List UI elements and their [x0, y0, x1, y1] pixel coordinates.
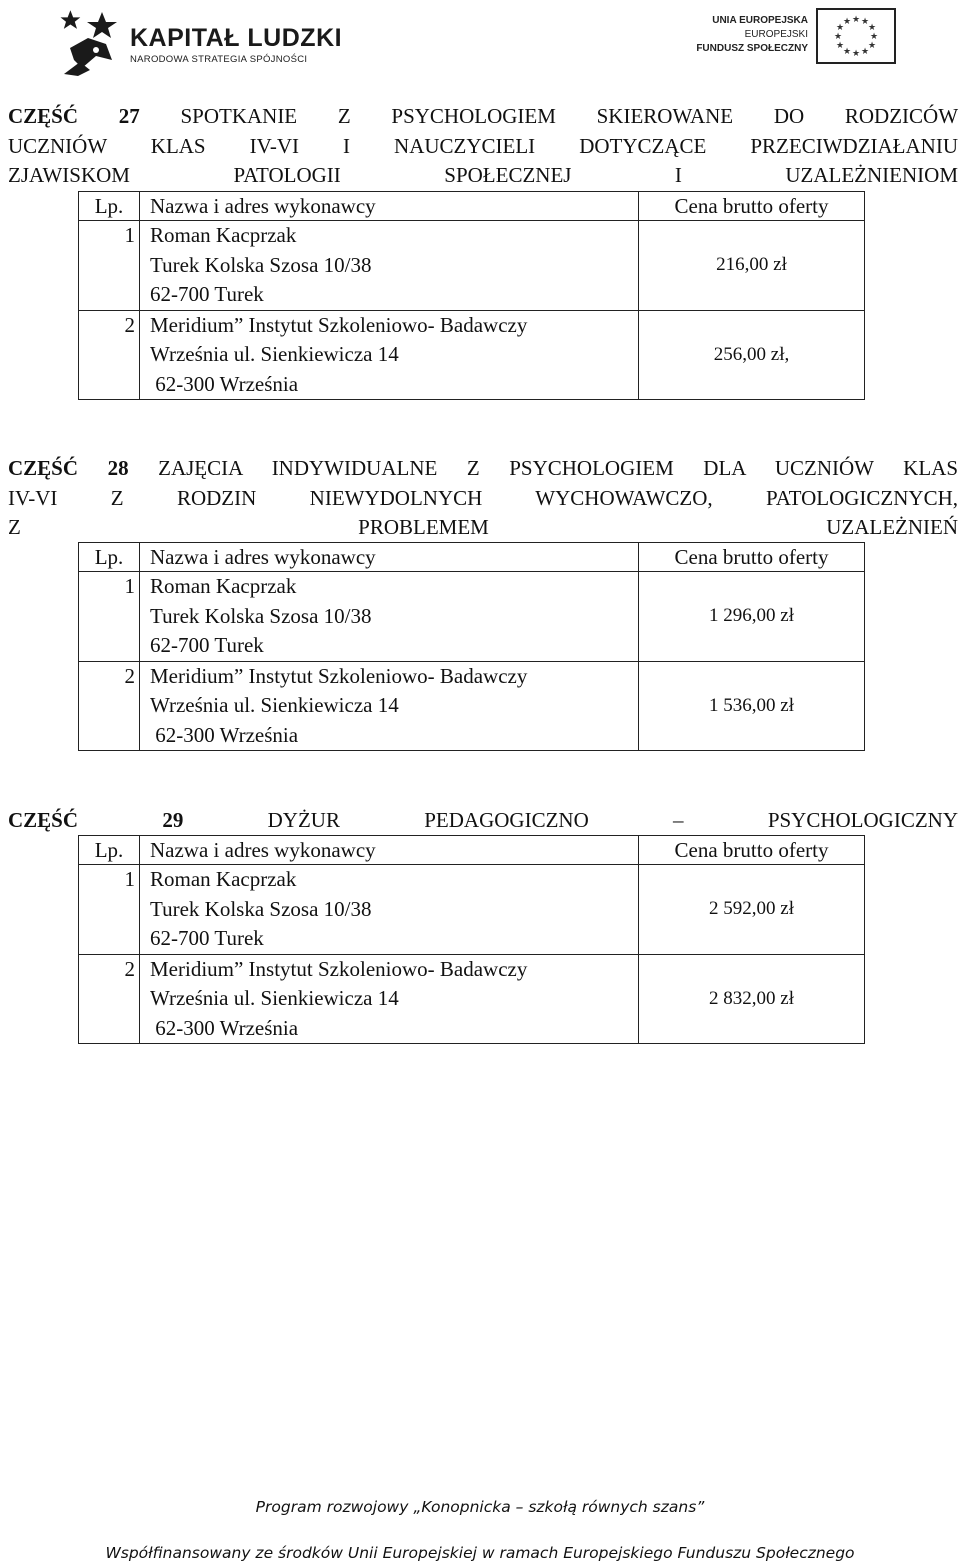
city-line: 62-300 Września: [150, 371, 299, 396]
offers-table-28: [78, 542, 865, 751]
title-line: ZJAWISKOM PATOLOGII SPOŁECZNEJ I UZALEŻNIENIOM: [8, 163, 958, 187]
title-line: ZAJĘCIA INDYWIDUALNE Z PSYCHOLOGIEM DLA UCZNIÓW KLAS: [158, 456, 958, 480]
part-label: CZĘŚĆ 29: [8, 808, 184, 832]
offers-table-27: [78, 191, 865, 400]
table-header-row: [79, 192, 865, 221]
section-heading: [8, 102, 958, 191]
section-heading: [8, 806, 958, 836]
col-name: Nazwa i adres wykonawcy: [140, 836, 639, 865]
table-header-row: [79, 543, 865, 572]
footer-funding: Współfinansowany ze środków Unii Europejskiej w ramach Europejskiego Funduszu Społecznego: [105, 1544, 855, 1562]
price-cell: 1 536,00 zł: [639, 661, 865, 751]
svg-text:★: ★: [842, 47, 852, 57]
name-line: Roman Kacprzak: [150, 574, 297, 598]
table-row: [79, 572, 865, 662]
name-cell: [140, 310, 639, 400]
address-line: Września ul. Sienkiewicza 14: [150, 342, 399, 366]
eu-line-1: UNIA EUROPEJSKA: [712, 15, 808, 26]
address-line: Turek Kolska Szosa 10/38: [150, 896, 372, 921]
lp-cell: 2: [79, 954, 140, 1044]
name-line: Roman Kacprzak: [150, 867, 297, 891]
svg-text:★: ★: [833, 32, 843, 42]
lp-cell: 1: [79, 221, 140, 311]
lp-cell: 2: [79, 661, 140, 751]
svg-text:★: ★: [842, 17, 852, 27]
col-price: Cena brutto oferty: [639, 836, 865, 865]
city-line: 62-700 Turek: [150, 282, 264, 306]
eu-line-2: EUROPEJSKI: [744, 29, 808, 40]
svg-text:★: ★: [860, 47, 870, 57]
address-line: Września ul. Sienkiewicza 14: [150, 693, 399, 717]
name-line: Meridium” Instytut Szkoleniowo- Badawczy: [150, 663, 528, 688]
col-lp: Lp.: [79, 543, 140, 572]
city-line: 62-700 Turek: [150, 926, 264, 950]
section-part-28: [8, 454, 958, 543]
title-line: Z PROBLEMEM UZALEŻNIEŃ: [8, 515, 958, 539]
name-cell: [140, 572, 639, 662]
lp-cell: 2: [79, 310, 140, 400]
lp-cell: 1: [79, 865, 140, 955]
table-row: [79, 310, 865, 400]
city-line: 62-700 Turek: [150, 633, 264, 657]
star-figure-icon: [60, 4, 122, 76]
svg-text:★: ★: [851, 49, 861, 59]
col-lp: Lp.: [79, 192, 140, 221]
city-line: 62-300 Września: [150, 1015, 299, 1040]
price-cell: 216,00 zł: [639, 221, 865, 311]
section-part-27: [8, 102, 958, 191]
table-row: [79, 221, 865, 311]
kapital-ludzki-logo: [60, 4, 343, 76]
svg-text:★: ★: [869, 32, 879, 42]
eu-logo-text: [696, 14, 808, 56]
offers-table-29: [78, 835, 865, 1044]
section-part-29: [8, 806, 958, 836]
svg-text:★: ★: [835, 23, 845, 33]
price-cell: 1 296,00 zł: [639, 572, 865, 662]
svg-text:★: ★: [867, 23, 877, 33]
table-row: [79, 954, 865, 1044]
svg-text:★: ★: [860, 17, 870, 27]
col-name: Nazwa i adres wykonawcy: [140, 192, 639, 221]
col-price: Cena brutto oferty: [639, 192, 865, 221]
part-label: CZĘŚĆ 28: [8, 456, 129, 480]
col-price: Cena brutto oferty: [639, 543, 865, 572]
table-row: [79, 865, 865, 955]
eu-logo: [696, 8, 900, 68]
part-label: CZĘŚĆ 27: [8, 104, 140, 128]
name-cell: [140, 954, 639, 1044]
title-line: DYŻUR PEDAGOGICZNO – PSYCHOLOGICZNY: [267, 808, 959, 832]
svg-text:★: ★: [835, 41, 845, 51]
svg-text:★: ★: [851, 15, 861, 25]
logo-name: KAPITAŁ LUDZKI: [130, 24, 343, 52]
lp-cell: 1: [79, 572, 140, 662]
eu-flag-icon: [816, 8, 896, 64]
svg-text:★: ★: [867, 41, 877, 51]
price-cell: 2 832,00 zł: [639, 954, 865, 1044]
price-cell: 2 592,00 zł: [639, 865, 865, 955]
name-line: Roman Kacprzak: [150, 223, 297, 247]
address-line: Turek Kolska Szosa 10/38: [150, 603, 372, 628]
title-line: SPOTKANIE Z PSYCHOLOGIEM SKIEROWANE DO RODZICÓW: [180, 104, 959, 128]
col-lp: Lp.: [79, 836, 140, 865]
eu-line-3: FUNDUSZ SPOŁECZNY: [696, 43, 808, 54]
title-line: UCZNIÓW KLAS IV-VI I NAUCZYCIELI DOTYCZĄCE PRZECIWDZIAŁANIU: [8, 133, 958, 158]
col-name: Nazwa i adres wykonawcy: [140, 543, 639, 572]
name-cell: [140, 865, 639, 955]
name-cell: [140, 661, 639, 751]
logo-subtitle: NARODOWA STRATEGIA SPÓJNOŚCI: [130, 54, 308, 65]
footer-program: Program rozwojowy „Konopnicka – szkołą równych szans”: [255, 1498, 705, 1516]
table-header-row: [79, 836, 865, 865]
address-line: Września ul. Sienkiewicza 14: [150, 986, 399, 1010]
city-line: 62-300 Września: [150, 722, 299, 747]
name-cell: [140, 221, 639, 311]
title-line: IV-VI Z RODZIN NIEWYDOLNYCH WYCHOWAWCZO, PATOLOGICZNYCH,: [8, 485, 958, 510]
price-cell: 256,00 zł,: [639, 310, 865, 400]
address-line: Turek Kolska Szosa 10/38: [150, 252, 372, 277]
table-row: [79, 661, 865, 751]
section-heading: [8, 454, 958, 543]
name-line: Meridium” Instytut Szkoleniowo- Badawczy: [150, 956, 528, 981]
name-line: Meridium” Instytut Szkoleniowo- Badawczy: [150, 312, 528, 337]
